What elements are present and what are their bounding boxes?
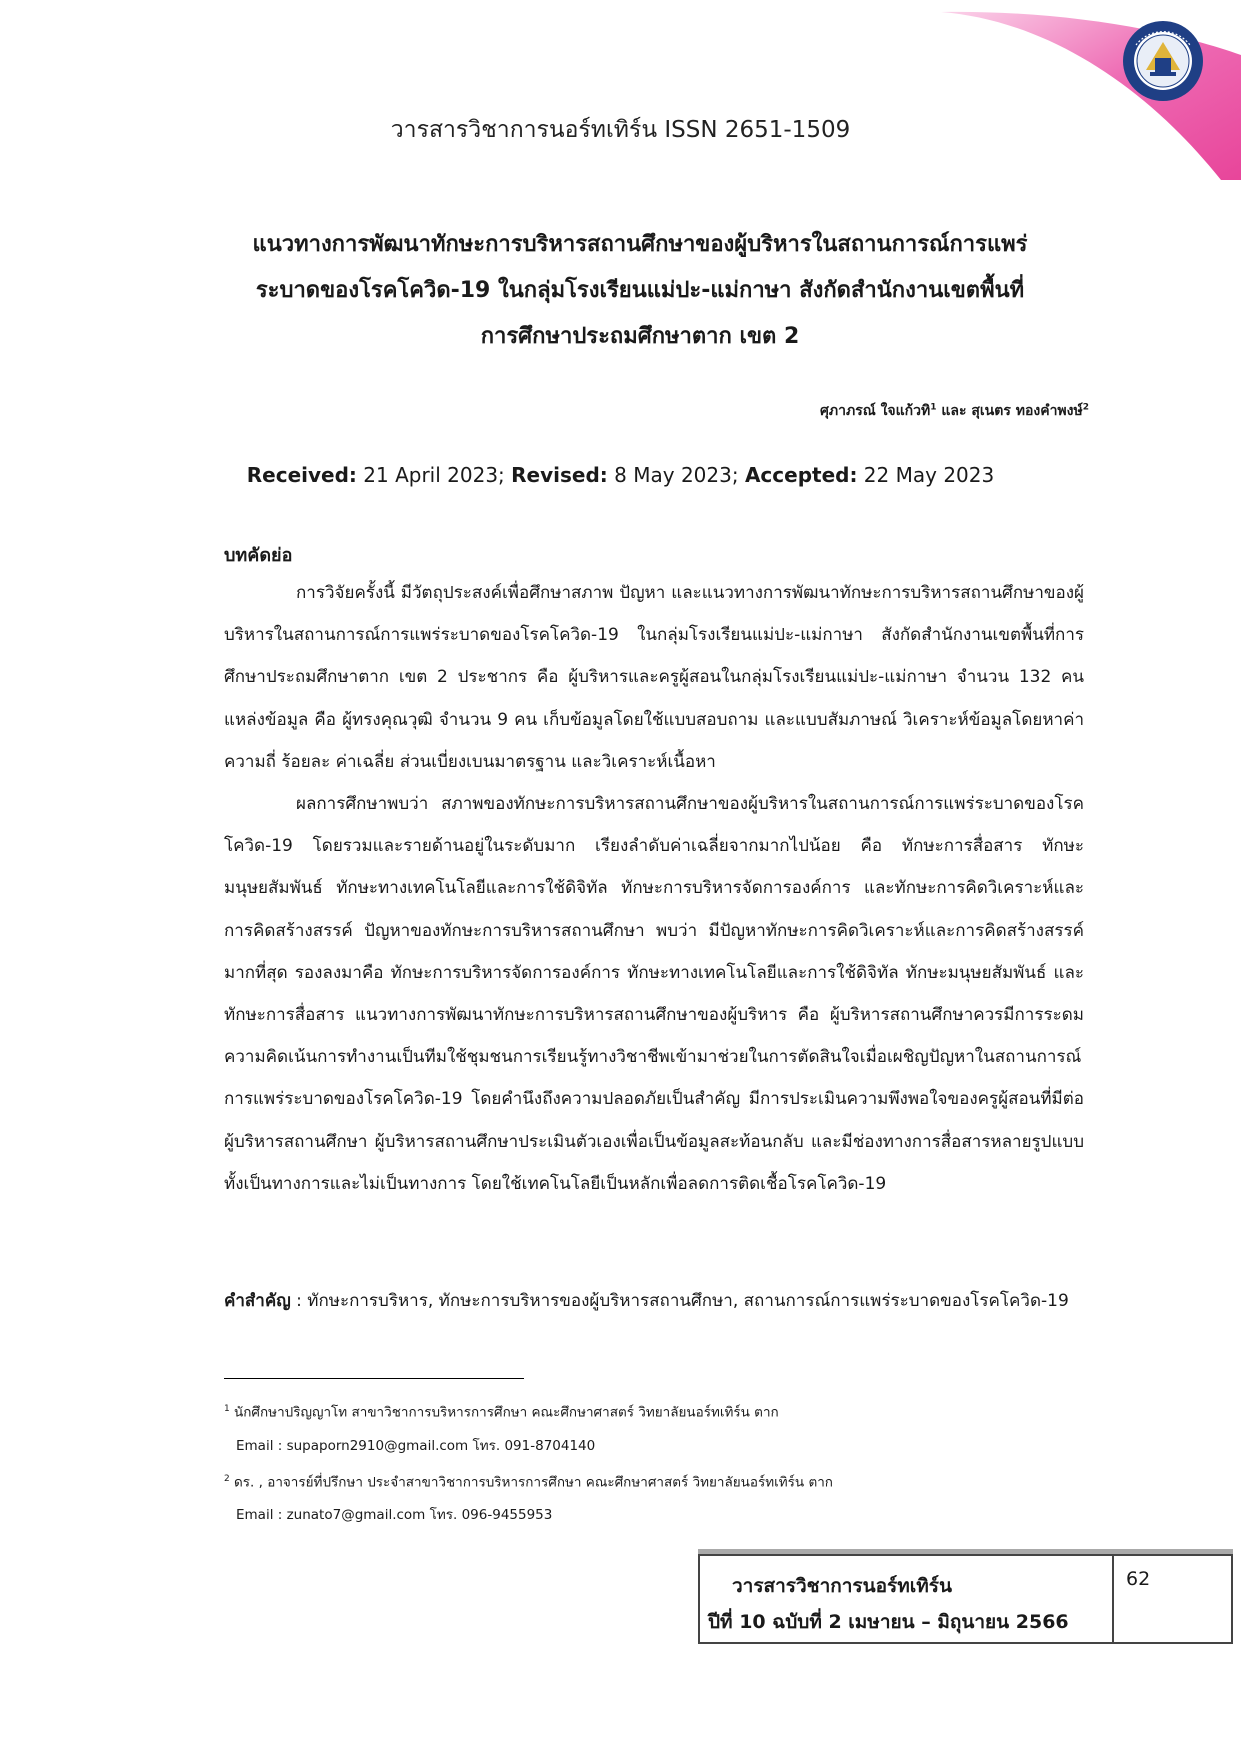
footnote-2-email: Email : zunato7@gmail.com โทร. 096-9455953 bbox=[236, 1507, 553, 1523]
title-line: การศึกษาประถมศึกษาตาก เขต 2 bbox=[480, 324, 800, 349]
footnote-1-text: นักศึกษาปริญญาโท สาขาวิชาการบริหารการศึกษา คณะศึกษาศาสตร์ วิทยาลัยนอร์ทเทิร์น ตาก bbox=[229, 1404, 779, 1421]
keywords-text: ทักษะการบริหาร, ทักษะการบริหารของผู้บริหารสถานศึกษา, สถานการณ์การแพร่ระบาดของโรคโควิด-19 bbox=[307, 1291, 1069, 1311]
college-logo bbox=[1122, 20, 1204, 102]
keywords bbox=[224, 1280, 1084, 1322]
footer-journal-name: วารสารวิชาการนอร์ทเทิร์น bbox=[732, 1575, 952, 1597]
author-2-marker: 2 bbox=[1082, 402, 1089, 413]
keywords-label: คำสำคัญ bbox=[224, 1291, 291, 1311]
revised-date: 8 May 2023; bbox=[607, 463, 745, 487]
abstract-paragraph-2: ผลการศึกษาพบว่า สภาพของทักษะการบริหารสถานศึกษาของผู้บริหารในสถานการณ์การแพร่ระบาดของโรคโควิด-19 โดยรวมและรายด้านอยู่ในระดับมาก เรียงลำดับค่าเฉลี่ยจากมากไปน้อย คือ ทักษะการสื่อสาร ทักษะมนุษยสัมพันธ์ ทักษะทางเทคโนโลยีและการใช้ดิจิทัล ทักษะการบริหารจัดการองค์การ และทักษะการคิดวิเคราะห์และการคิดสร้างสรรค์ ปัญหาของทักษะการบริหารสถานศึกษา พบว่า มีปัญหาทักษะการคิดวิเคราะห์และการคิดสร้างสรรค์มากที่สุด รองลงมาคือ ทักษะการบริหารจัดการองค์การ ทักษะทางเทคโนโลยีและการใช้ดิจิทัล ทักษะมนุษยสัมพันธ์ และทักษะการสื่อสาร แนวทางการพัฒนาทักษะการบริหารสถานศึกษาของผู้บริหาร คือ ผู้บริหารสถานศึกษาควรมีการระดมความคิดเน้นการทำงานเป็นทีมใช้ชุมชนการเรียนรู้ทางวิชาชีพเข้ามาช่วยในการตัดสินใจเมื่อเผชิญปัญหาในสถานการณ์การแพร่ระบาดของโรคโควิด-19 โดยคำนึงถึงความปลอดภัยเป็นสำคัญ มีการประเมินความพึงพอใจของครูผู้สอนที่มีต่อผู้บริหารสถานศึกษา ผู้บริหารสถานศึกษาประเมินตัวเองเพื่อเป็นข้อมูลสะท้อนกลับ และมีช่องทางการสื่อสารหลายรูปแบบทั้งเป็นทางการและไม่เป็นทางการ โดยใช้เทคโนโลยีเป็นหลักเพื่อลดการติดเชื้อโรคโควิด-19 bbox=[224, 794, 1084, 1194]
author-conjunction: และ bbox=[936, 403, 972, 419]
revised-label: Revised: bbox=[511, 463, 608, 487]
footnote-1-marker: 1 bbox=[224, 1404, 230, 1414]
footnote-rule bbox=[224, 1378, 524, 1379]
footnote-1 bbox=[224, 1393, 1084, 1430]
footer-issue: ปีที่ 10 ฉบับที่ 2 เมษายน – มิถุนายน 2566 bbox=[708, 1611, 1069, 1633]
article-title bbox=[200, 222, 1080, 360]
author-1: ศุภาภรณ์ ใจแก้วทิ bbox=[819, 403, 931, 419]
footnote-2 bbox=[224, 1463, 1084, 1500]
received-date: 21 April 2023; bbox=[356, 463, 512, 487]
journal-header: วารสารวิชาการนอร์ทเทิร์น ISSN 2651-1509 bbox=[390, 117, 851, 143]
accepted-label: Accepted: bbox=[744, 463, 858, 487]
page-footer bbox=[698, 1554, 1233, 1644]
author-2: สุเนตร ทองคำพงษ์ bbox=[971, 403, 1083, 419]
keywords-separator: : bbox=[290, 1291, 308, 1311]
footnote-2-text: ดร. , อาจารย์ที่ปรึกษา ประจำสาขาวิชาการบริหารการศึกษา คณะศึกษาศาสตร์ วิทยาลัยนอร์ทเทิร์น ตาก bbox=[229, 1474, 833, 1490]
title-line: ระบาดของโรคโควิด-19 ในกลุ่มโรงเรียนแม่ปะ-แม่กาษา สังกัดสำนักงานเขตพื้นที่ bbox=[255, 278, 1025, 303]
accepted-date: 22 May 2023 bbox=[857, 463, 995, 487]
footer-journal-info bbox=[700, 1556, 1114, 1642]
authors bbox=[820, 400, 1089, 422]
title-line: แนวทางการพัฒนาทักษะการบริหารสถานศึกษาของผู้บริหารในสถานการณ์การแพร่ bbox=[252, 232, 1028, 257]
author-1-marker: 1 bbox=[930, 402, 937, 413]
received-label: Received: bbox=[246, 463, 357, 487]
page-number: 62 bbox=[1126, 1568, 1151, 1590]
submission-dates bbox=[0, 463, 1241, 487]
footnote-1-email: Email : supaporn2910@gmail.com โทร. 091-8704140 bbox=[236, 1437, 596, 1454]
abstract-paragraph-1: การวิจัยครั้งนี้ มีวัตถุประสงค์เพื่อศึกษาสภาพ ปัญหา และแนวทางการพัฒนาทักษะการบริหารสถานศึกษาของผู้บริหารในสถานการณ์การแพร่ระบาดของโรคโควิด-19 ในกลุ่มโรงเรียนแม่ปะ-แม่กาษา สังกัดสำนักงานเขตพื้นที่การศึกษาประถมศึกษาตาก เขต 2 ประชากร คือ ผู้บริหารและครูผู้สอนในกลุ่มโรงเรียนแม่ปะ-แม่กาษา จำนวน 132 คน แหล่งข้อมูล คือ ผู้ทรงคุณวุฒิ จำนวน 9 คน เก็บข้อมูลโดยใช้แบบสอบถาม และแบบสัมภาษณ์ วิเคราะห์ข้อมูลโดยหาค่าความถี่ ร้อยละ ค่าเฉลี่ย ส่วนเบี่ยงเบนมาตรฐาน และวิเคราะห์เนื้อหา bbox=[224, 583, 1084, 772]
footnote-2-marker: 2 bbox=[224, 1473, 230, 1484]
footnotes bbox=[224, 1393, 1084, 1532]
abstract-heading: บทคัดย่อ bbox=[224, 545, 293, 566]
